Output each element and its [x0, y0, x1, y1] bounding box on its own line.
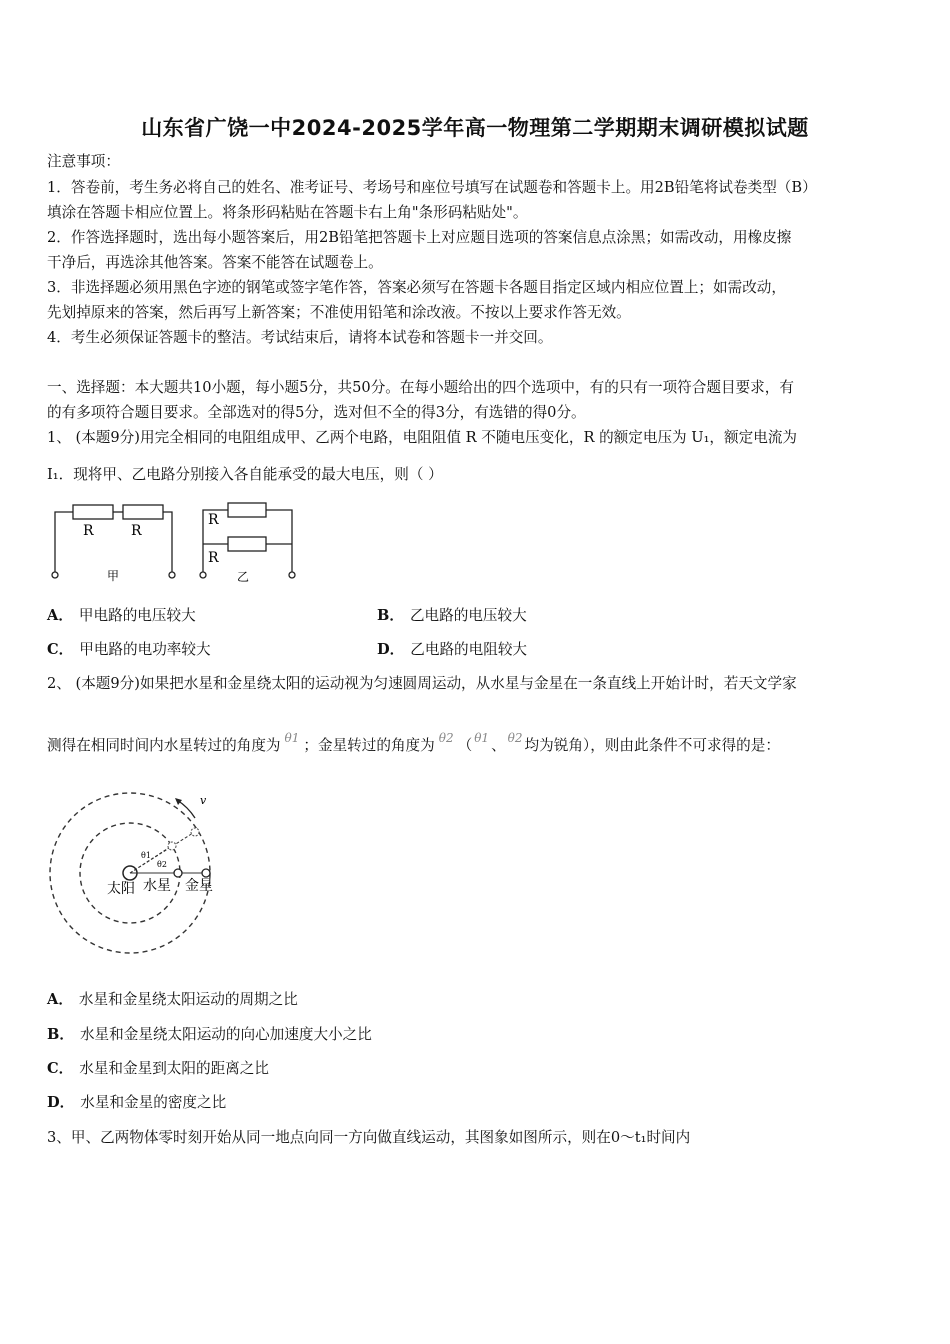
- q2-fig-theta1-label: θ1: [141, 851, 151, 860]
- q1-option-c[interactable]: [47, 640, 211, 660]
- q2-stem-part-b: ；金星转过的角度为: [303, 737, 435, 754]
- page-title: 山东省广饶一中2024-2025学年高一物理第二学期期末调研模拟试题: [141, 116, 809, 140]
- q2-fig-sun-label: 太阳: [107, 881, 135, 897]
- q2-stem-part-e: 均为锐角），则由此条件不可求得的是：: [524, 737, 780, 754]
- q2-stem-part-a: 测得在相同时间内水星转过的角度为: [47, 737, 281, 754]
- q2-option-c-letter: C．: [47, 1060, 74, 1077]
- q2-option-b[interactable]: [47, 1025, 372, 1045]
- notice-line-6: 先划掉原来的答案，然后再写上新答案；不准使用铅笔和涂改液。不按以上要求作答无效。: [47, 304, 631, 321]
- q1-circuit-figure: [45, 492, 305, 587]
- q1-option-b-text: 乙电路的电压较大: [409, 607, 527, 624]
- notice-line-5: 3．非选择题必须用黑色字迹的钢笔或签字笔作答，答案必须写在答题卡各题目指定区域内相应位置上；如需改动，: [47, 279, 786, 296]
- q2-option-c[interactable]: [47, 1059, 269, 1079]
- q1-fig-r-label-1: R: [83, 523, 94, 539]
- q2-stem-part-d: 、: [491, 737, 506, 754]
- q1-option-a-letter: A．: [47, 607, 73, 624]
- venus-icon: [202, 869, 210, 877]
- q1-fig-caption-jia: 甲: [107, 569, 120, 583]
- q1-option-a[interactable]: [47, 606, 196, 626]
- q1-fig-caption-yi: 乙: [237, 570, 250, 584]
- q2-fig-mercury-label: 水星: [143, 878, 171, 894]
- q2-option-d[interactable]: [47, 1093, 226, 1113]
- q1-option-d-text: 乙电路的电阻较大: [410, 641, 528, 658]
- q2-option-a-text: 水星和金星绕太阳运动的周期之比: [78, 991, 298, 1008]
- q2-orbit-figure: [45, 790, 285, 960]
- q2-option-b-text: 水星和金星绕太阳运动的向心加速度大小之比: [79, 1026, 372, 1043]
- q1-stem-line-1: 1、 (本题9分)用完全相同的电阻组成甲、乙两个电路，电阻阻值 R 不随电压变化，R 的额定电压为 U₁，额定电流为: [47, 429, 798, 446]
- q2-stem-line-1: 2、 (本题9分)如果把水星和金星绕太阳的运动视为匀速圆周运动，从水星与金星在一条直线上开始计时，若天文学家: [47, 675, 797, 692]
- q2-stem-part-c: （: [457, 737, 473, 754]
- q1-stem-line-2: I₁．现将甲、乙电路分别接入各自能承受的最大电压，则（ ）: [47, 466, 443, 483]
- q2-option-b-letter: B．: [47, 1026, 74, 1043]
- q2-theta2-inline: θ2: [438, 731, 454, 745]
- q2-option-c-text: 水星和金星到太阳的距离之比: [79, 1060, 269, 1077]
- q1-fig-r-label-3: R: [208, 512, 219, 528]
- q2-option-d-text: 水星和金星的密度之比: [80, 1094, 227, 1111]
- q2-fig-v-label: v: [200, 794, 207, 807]
- notice-line-2: 填涂在答题卡相应位置上。将条形码粘贴在答题卡右上角"条形码粘贴处"。: [47, 204, 528, 221]
- notice-line-3: 2．作答选择题时，选出每小题答案后，用2B铅笔把答题卡上对应题目选项的答案信息点涂黑；如需改动，用橡皮擦: [47, 229, 792, 246]
- notice-line-4: 干净后，再选涂其他答案。答案不能答在试题卷上。: [47, 254, 383, 271]
- q1-option-c-text: 甲电路的电功率较大: [79, 641, 211, 658]
- q3-stem-line-1: 3、甲、乙两物体零时刻开始从同一地点向同一方向做直线运动，其图象如图所示，则在0～t₁时间内: [47, 1129, 691, 1146]
- q1-option-b[interactable]: [377, 606, 527, 626]
- q1-option-c-letter: C．: [47, 641, 74, 658]
- q2-theta2-inline-2: θ2: [507, 731, 523, 745]
- notice-heading: 注意事项：: [47, 153, 120, 170]
- notice-line-1: 1．答卷前，考生务必将自己的姓名、准考证号、考场号和座位号填写在试题卷和答题卡上。用2B铅笔将试卷类型（B）: [47, 179, 817, 196]
- section-intro-line-1: 一、选择题：本大题共10小题，每小题5分，共50分。在每小题给出的四个选项中，有的只有一项符合题目要求，有: [47, 379, 794, 396]
- q2-option-d-letter: D．: [47, 1094, 75, 1111]
- q2-fig-theta2-label: θ2: [157, 860, 167, 869]
- q2-theta1-inline-2: θ1: [474, 731, 490, 745]
- q2-stem-line-2: [47, 731, 780, 756]
- q1-fig-r-label-2: R: [131, 523, 142, 539]
- q1-fig-r-label-4: R: [208, 550, 219, 566]
- q2-option-a-letter: A．: [47, 991, 73, 1008]
- q2-fig-venus-label: 金星: [185, 878, 213, 894]
- mercury-later-icon: [168, 842, 176, 850]
- q1-option-a-text: 甲电路的电压较大: [78, 607, 196, 624]
- q1-option-d[interactable]: [377, 640, 527, 660]
- mercury-icon: [174, 869, 182, 877]
- notice-line-7: 4．考生必须保证答题卡的整洁。考试结束后，请将本试卷和答题卡一并交回。: [47, 329, 553, 346]
- q1-option-d-letter: D．: [377, 641, 405, 658]
- q2-theta1-inline: θ1: [284, 731, 300, 745]
- section-intro-line-2: 的有多项符合题目要求。全部选对的得5分，选对但不全的得3分，有选错的得0分。: [47, 404, 586, 421]
- q2-option-a[interactable]: [47, 990, 298, 1010]
- q1-option-b-letter: B．: [377, 607, 404, 624]
- venus-later-icon: [191, 828, 199, 836]
